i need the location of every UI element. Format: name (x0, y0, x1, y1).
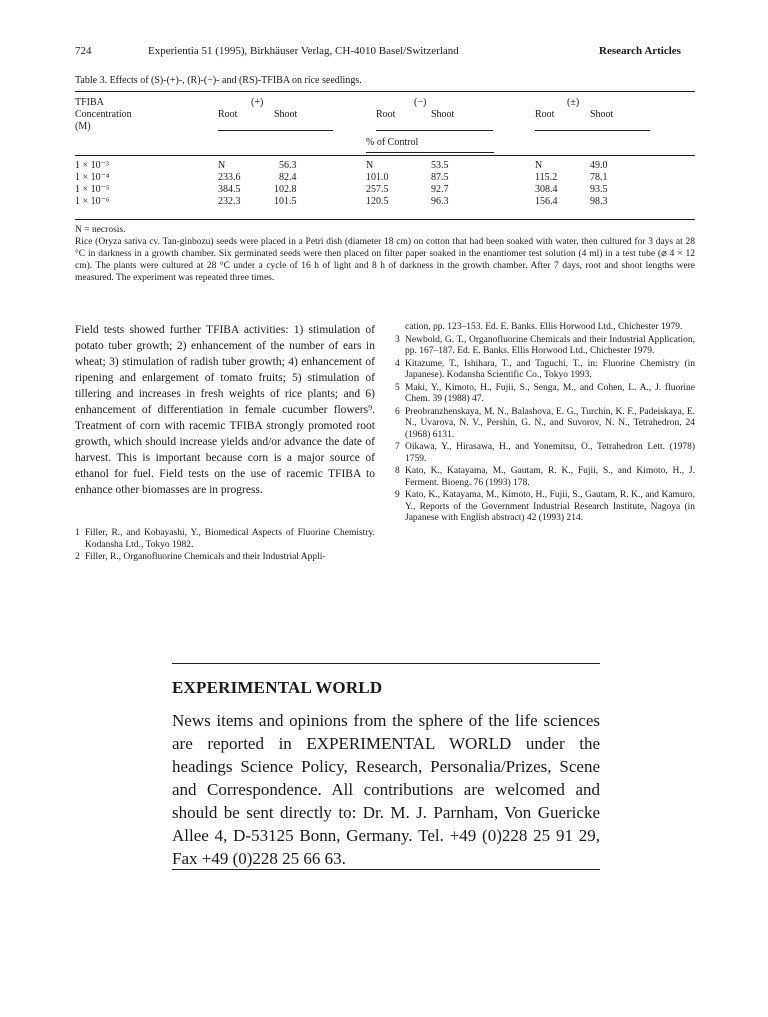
unit-label: % of Control (366, 137, 419, 148)
table-caption: Table 3. Effects of (S)-(+)-, (R)-(−)- and (RS)-TFIBA on rice seedlings. (75, 75, 362, 86)
cell-shoot-minus: 92.7 (431, 184, 449, 195)
reference-item (395, 335, 695, 358)
table-head-rule (75, 155, 695, 156)
reference-item (75, 552, 375, 564)
reference-number: 1 (75, 528, 80, 538)
experimental-world-text: News items and opinions from the sphere of the life sciences are reported in EXPERIMENTAL WORLD under the headings Science Policy, Research, Personalia/Prizes, Scene and Correspondence. All contributions are welcomed and should be sent directly to: Dr. M. J. Parnham, Von Guericke Allee 4, D-53125 Bonn, Germany. Tel. +49 (0)228 25 91 29, Fax +49 (0)228 25 66 63. (172, 711, 600, 868)
reference-text: Filler, R., and Kobayashi, Y., Biomedical Aspects of Fluorine Chemistry. Kodansha Ltd., Tokyo 1982. (85, 528, 375, 550)
cell-root-pm: 115.2 (535, 172, 558, 183)
reference-number: 8 (395, 466, 400, 476)
cell-root-minus: 101.0 (366, 172, 389, 183)
cell-shoot-pm: 49.0 (590, 160, 608, 171)
cell-root-pm: 156.4 (535, 196, 558, 207)
cell-root-plus: 232.3 (218, 196, 241, 207)
table-top-rule (75, 91, 695, 92)
cell-root-minus: 120.5 (366, 196, 389, 207)
row-concentration: 1 × 10⁻⁵ (75, 184, 110, 195)
cell-root-pm: N (535, 160, 543, 171)
experimental-world-title: EXPERIMENTAL WORLD (172, 678, 383, 697)
reference-text: Preobranzhenskaya, M. N., Balashova, E. G., Turchin, K. F., Padeiskaya, E. N., Uvarova, N. V., Pershin, G. N., and Suvorov, N. N., Tetrahedron, 24 (1968) 6131. (405, 406, 695, 440)
subhead-shoot-minus: Shoot (431, 109, 455, 120)
group-rule-pm (535, 130, 650, 131)
reference-text: Maki, Y., Kimoto, H., Fujii, S., Senga, M., and Cohen, L. A., J. fluorine Chem. 39 (1988) 47. (405, 382, 695, 404)
reference-number: 3 (395, 334, 400, 345)
reference-item (395, 466, 695, 489)
group-plus: (+) (251, 97, 264, 108)
reference-number: 7 (395, 442, 400, 452)
cell-root-minus: N (366, 160, 374, 171)
reference-item (395, 442, 695, 465)
cell-shoot-pm: 98.3 (590, 196, 608, 207)
references-left (75, 528, 375, 564)
subhead-shoot-pm: Shoot (590, 109, 614, 120)
reference-item (75, 528, 375, 551)
reference-item (395, 322, 695, 334)
group-rule-minus (376, 130, 493, 131)
subhead-root-pm: Root (535, 109, 555, 120)
group-rule-plus (218, 130, 333, 131)
cell-shoot-minus: 87.5 (431, 172, 449, 183)
reference-text: Filler, R., Organofluorine Chemicals and their Industrial Appli- (85, 552, 326, 562)
ew-top-rule (172, 663, 600, 664)
reference-text: Kitazume, T., Ishihara, T., and Taguchi, T., in: Fluorine Chemistry (in Japanese). Kodansha Scientific Co., Tokyo 1993. (405, 358, 695, 380)
reference-text: cation, pp. 123–153. Ed. E. Banks. Ellis Horwood Ltd., Chichester 1979. (405, 322, 683, 332)
reference-item (395, 490, 695, 525)
reference-text: Kato, K., Katayama, M., Gautam, R. K., Fujii, S., and Kimoto, H., J. Ferment. Bioeng. 76 (1993) 178. (405, 466, 695, 488)
reference-text: Oikawa, Y., Hirasawa, H., and Yonemitsu, O., Tetrahedron Lett. (1978) 1759. (405, 442, 695, 464)
ew-bottom-rule (172, 869, 600, 870)
reference-number: 6 (395, 406, 400, 417)
reference-text: Newbold, G. T., Organofluorine Chemicals and their Industrial Application, pp. 167–187. Ed. E. Banks. Ellis Horwood Ltd., Chichester 1979. (405, 334, 695, 356)
reference-number: 5 (395, 382, 400, 393)
table-footnote: Rice (Oryza sativa cv. Tan-ginbozu) seeds were placed in a Petri dish (diameter 18 cm) on cotton that had been soaked with water, then cultured for 3 days at 28 °C in darkness in a growth chamber. Six germinated seeds were then placed on filter paper soaked in the enantiomer test solution (4 ml) in a test tube (⌀ 4 × 12 cm). The plants were cultured at 28 °C under a cycle of 16 h of light and 8 h of darkness in the growth chamber. After 7 days, root and shoot lengths were measured. The experiment was repeated three times. (75, 237, 695, 283)
cell-shoot-plus: 82.4 (279, 172, 297, 183)
reference-text: Kato, K., Katayama, M., Kimoto, H., Fujii, S., Gautam, R. K., and Kamuro, Y., Reports of the Government Industrial Research Institute, Nagoya (in Japanese with English abstract) 42 (1993) 214. (405, 490, 695, 523)
cell-root-plus: 384.5 (218, 184, 241, 195)
cell-shoot-minus: 96.3 (431, 196, 449, 207)
reference-number: 2 (75, 552, 80, 562)
cell-shoot-minus: 53.5 (431, 160, 449, 171)
section-title: Research Articles (599, 45, 681, 57)
body-paragraph: Field tests showed further TFIBA activities: 1) stimulation of potato tuber growth; 2) enhancement of the number of ears in wheat; 3) stimulation of radish tuber growth; 4) enhancement of ripening and enlargement of tomato fruits; 5) stimulation of tillering and increases in fresh weights of rice plants; and 6) enhancement of differentiation in female cucumber flowers⁹. Treatment of corn with racemic TFIBA strongly promoted root growth, which should increase yields and/or advance the date of harvest. This is important because corn is a major source of ethanol for fuel. Field tests on the use of racemic TFIBA to enhance other biomasses are in progress. (75, 324, 375, 496)
page-number: 724 (75, 45, 92, 57)
references-right (395, 322, 695, 525)
cell-shoot-plus: 101.5 (274, 196, 297, 207)
cell-root-plus: N (218, 160, 226, 171)
group-minus: (−) (414, 97, 427, 108)
row-concentration: 1 × 10⁻⁴ (75, 172, 110, 183)
row-concentration: 1 × 10⁻⁶ (75, 196, 110, 207)
cell-shoot-plus: 56.3 (279, 160, 297, 171)
footnote-necrosis: N = necrosis. (75, 225, 126, 235)
group-pm: (±) (567, 97, 580, 108)
cell-shoot-pm: 78.1 (590, 172, 608, 183)
head-line-2: Concentration (75, 109, 132, 120)
head-line-3: (M) (75, 121, 91, 132)
reference-number: 9 (395, 490, 400, 500)
cell-root-pm: 308.4 (535, 184, 558, 195)
reference-number: 4 (395, 358, 400, 369)
row-concentration: 1 × 10⁻³ (75, 160, 109, 171)
subhead-root-minus: Root (376, 109, 396, 120)
table-bottom-rule (75, 219, 695, 220)
subhead-shoot-plus: Shoot (274, 109, 298, 120)
reference-item (395, 407, 695, 442)
cell-root-plus: 233.6 (218, 172, 241, 183)
cell-root-minus: 257.5 (366, 184, 389, 195)
subhead-root-plus: Root (218, 109, 238, 120)
reference-item (395, 359, 695, 382)
cell-shoot-pm: 93.5 (590, 184, 608, 195)
cell-shoot-plus: 102.8 (274, 184, 297, 195)
head-line-1: TFIBA (75, 97, 104, 108)
unit-rule (366, 152, 494, 153)
journal-citation: Experientia 51 (1995), Birkhäuser Verlag, CH-4010 Basel/Switzerland (148, 45, 459, 57)
reference-item (395, 383, 695, 406)
